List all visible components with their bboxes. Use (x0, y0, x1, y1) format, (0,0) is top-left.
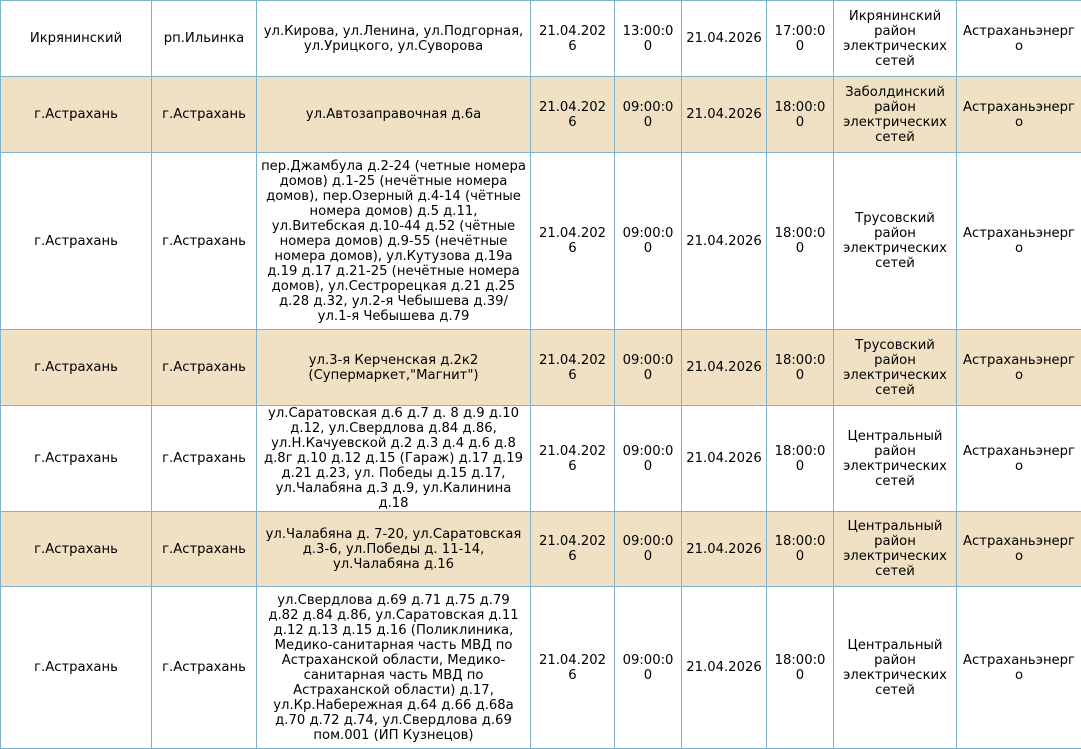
end-date-cell: 21.04.2026 (682, 330, 767, 406)
locality-cell: г.Астрахань (152, 330, 257, 406)
network-unit-cell: Центральный район электрических сетей (834, 512, 957, 587)
table-row (1, 406, 1081, 512)
company-cell: Астраханьэнерго (957, 330, 1081, 406)
start-time-cell: 09:00:00 (615, 587, 682, 749)
start-time-cell: 09:00:00 (615, 512, 682, 587)
address-cell: ул.Кирова, ул.Ленина, ул.Подгорная, ул.Урицкого, ул.Суворова (257, 1, 531, 77)
end-date-cell: 21.04.2026 (682, 77, 767, 153)
start-time-cell: 09:00:00 (615, 77, 682, 153)
start-date-cell: 21.04.2026 (531, 77, 615, 153)
end-time-cell: 18:00:00 (767, 406, 834, 512)
start-date-cell: 21.04.2026 (531, 1, 615, 77)
address-cell: пер.Джамбула д.2-24 (четные номера домов) д.1-25 (нечётные номера домов), пер.Озерный д.4-14 (чётные номера домов) д.5 д.11, ул.Витебская д.10-44 д.52 (чётные номера домов) д.9-55 (нечётные номера домов), ул.Кутузова д.19а д.19 д.17 д.21-25 (нечётные номера домов), ул.Сестрорецкая д.21 д.25 д.28 д.32, ул.2-я Чебышева д.39/ ул.1-я Чебышева д.79 (257, 153, 531, 330)
table-row (1, 512, 1081, 587)
locality-cell: г.Астрахань (152, 406, 257, 512)
end-date-cell: 21.04.2026 (682, 512, 767, 587)
address-cell: ул.Свердлова д.69 д.71 д.75 д.79 д.82 д.84 д.86, ул.Саратовская д.11 д.12 д.13 д.15 д.16 (Поликлиника, Медико-санитарная часть МВД по Астраханской области, Медико-санитарная часть МВД по Астраханской области) д.17, ул.Кр.Набережная д.64 д.66 д.68а д.70 д.72 д.74, ул.Свердлова д.69 пом.001 (ИП Кузнецов) (257, 587, 531, 749)
district-cell: г.Астрахань (1, 153, 152, 330)
address-cell: ул.Автозаправочная д.6а (257, 77, 531, 153)
network-unit-cell: Трусовский район электрических сетей (834, 153, 957, 330)
start-time-cell: 09:00:00 (615, 153, 682, 330)
locality-cell: г.Астрахань (152, 153, 257, 330)
district-cell: Икрянинский (1, 1, 152, 77)
district-cell: г.Астрахань (1, 512, 152, 587)
network-unit-cell: Центральный район электрических сетей (834, 587, 957, 749)
start-date-cell: 21.04.2026 (531, 406, 615, 512)
table-row (1, 330, 1081, 406)
end-date-cell: 21.04.2026 (682, 406, 767, 512)
network-unit-cell: Икрянинский район электрических сетей (834, 1, 957, 77)
start-time-cell: 09:00:00 (615, 330, 682, 406)
end-time-cell: 18:00:00 (767, 330, 834, 406)
end-date-cell: 21.04.2026 (682, 1, 767, 77)
start-time-cell: 13:00:00 (615, 1, 682, 77)
end-date-cell: 21.04.2026 (682, 153, 767, 330)
address-cell: ул.Чалабяна д. 7-20, ул.Саратовская д.3-6, ул.Победы д. 11-14, ул.Чалабяна д.16 (257, 512, 531, 587)
end-time-cell: 18:00:00 (767, 587, 834, 749)
district-cell: г.Астрахань (1, 587, 152, 749)
end-time-cell: 18:00:00 (767, 153, 834, 330)
company-cell: Астраханьэнерго (957, 1, 1081, 77)
start-date-cell: 21.04.2026 (531, 153, 615, 330)
end-time-cell: 17:00:00 (767, 1, 834, 77)
network-unit-cell: Заболдинский район электрических сетей (834, 77, 957, 153)
network-unit-cell: Центральный район электрических сетей (834, 406, 957, 512)
table-row (1, 153, 1081, 330)
company-cell: Астраханьэнерго (957, 153, 1081, 330)
end-time-cell: 18:00:00 (767, 77, 834, 153)
network-unit-cell: Трусовский район электрических сетей (834, 330, 957, 406)
table-row (1, 77, 1081, 153)
start-date-cell: 21.04.2026 (531, 330, 615, 406)
company-cell: Астраханьэнерго (957, 587, 1081, 749)
locality-cell: г.Астрахань (152, 77, 257, 153)
table-row (1, 1, 1081, 77)
end-time-cell: 18:00:00 (767, 512, 834, 587)
start-date-cell: 21.04.2026 (531, 587, 615, 749)
company-cell: Астраханьэнерго (957, 512, 1081, 587)
locality-cell: г.Астрахань (152, 512, 257, 587)
district-cell: г.Астрахань (1, 77, 152, 153)
district-cell: г.Астрахань (1, 406, 152, 512)
address-cell: ул.Саратовская д.6 д.7 д. 8 д.9 д.10 д.12, ул.Свердлова д.84 д.86, ул.Н.Качуевской д.2 д.3 д.4 д.6 д.8 д.8г д.10 д.12 д.15 (Гараж) д.17 д.19 д.21 д.23, ул. Победы д.15 д.17, ул.Чалабяна д.3 д.9, ул.Калинина д.18 (257, 406, 531, 512)
company-cell: Астраханьэнерго (957, 77, 1081, 153)
table-row (1, 587, 1081, 749)
end-date-cell: 21.04.2026 (682, 587, 767, 749)
company-cell: Астраханьэнерго (957, 406, 1081, 512)
address-cell: ул.3-я Керченская д.2к2 (Супермаркет,"Магнит") (257, 330, 531, 406)
locality-cell: г.Астрахань (152, 587, 257, 749)
district-cell: г.Астрахань (1, 330, 152, 406)
start-time-cell: 09:00:00 (615, 406, 682, 512)
locality-cell: рп.Ильинка (152, 1, 257, 77)
start-date-cell: 21.04.2026 (531, 512, 615, 587)
